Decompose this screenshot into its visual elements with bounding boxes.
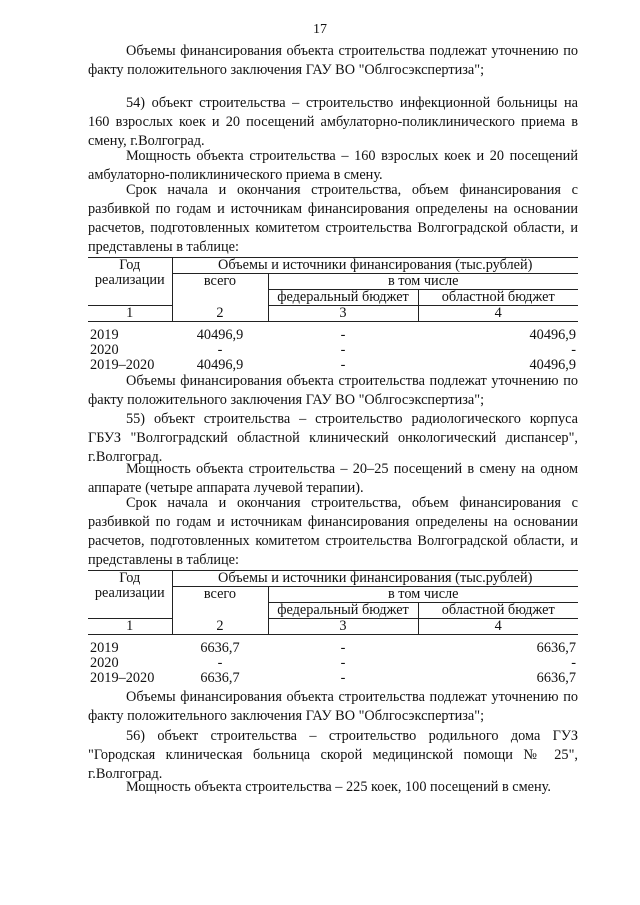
cell-regional: 6636,7 bbox=[536, 640, 576, 656]
header-total: всего bbox=[172, 587, 268, 619]
cell-federal: - bbox=[340, 655, 346, 671]
cell-federal: - bbox=[340, 327, 346, 343]
header-volumes: Объемы и источники финансирования (тыс.рублей) bbox=[172, 258, 578, 274]
paragraph-financing-note-1: Объемы финансирования объекта строительства подлежат уточнению по факту положительного заключения ГАУ ВО "Облгосэкспертиза"; bbox=[88, 43, 578, 78]
cell-year: 2019 bbox=[90, 327, 119, 343]
paragraph-schedule-intro-2: Срок начала и окончания строительства, объем финансирования с разбивкой по годам и источникам финансирования определены на основании расчетов, подготовленных комитетом строительства Волгоградской области, и представлены в таблице: bbox=[88, 495, 578, 568]
cell-year: 2019–2020 bbox=[90, 670, 155, 686]
header-federal: федеральный бюджет bbox=[268, 290, 418, 306]
page-number: 17 bbox=[313, 22, 327, 37]
paragraph-financing-note-3: Объемы финансирования объекта строительства подлежат уточнению по факту положительного заключения ГАУ ВО "Облгосэкспертиза"; bbox=[88, 689, 578, 724]
cell-total: - bbox=[217, 655, 223, 671]
paragraph-schedule-intro-1: Срок начала и окончания строительства, объем финансирования с разбивкой по годам и источникам финансирования определены на основании расчетов, подготовленных комитетом строительства Волгоградской области, и представлены в таблице: bbox=[88, 182, 578, 255]
financing-table-2 bbox=[88, 570, 578, 686]
col-number: 4 bbox=[418, 619, 578, 635]
cell-regional: 6636,7 bbox=[536, 670, 576, 686]
cell-regional: 40496,9 bbox=[529, 327, 576, 343]
cell-year: 2019–2020 bbox=[90, 357, 155, 373]
header-regional: областной бюджет bbox=[418, 290, 578, 306]
cell-federal: - bbox=[340, 640, 346, 656]
cell-year: 2020 bbox=[90, 655, 119, 671]
col-number: 2 bbox=[172, 306, 268, 322]
col-number: 3 bbox=[268, 306, 418, 322]
table-row bbox=[88, 343, 578, 358]
paragraph-object-55: 55) объект строительства – строительство радиологического корпуса ГБУЗ "Волгоградский областной клинический онкологический диспансер", г.Волгоград. bbox=[88, 411, 578, 465]
table-row bbox=[88, 328, 578, 343]
table-row bbox=[88, 358, 578, 373]
col-number: 4 bbox=[418, 306, 578, 322]
header-year: Год реализации bbox=[88, 258, 172, 306]
header-volumes: Объемы и источники финансирования (тыс.рублей) bbox=[172, 571, 578, 587]
paragraph-capacity-54: Мощность объекта строительства – 160 взрослых коек и 20 посещений амбулаторно-поликлинического приема в смену. bbox=[88, 148, 578, 183]
col-number: 2 bbox=[172, 619, 268, 635]
table-row bbox=[88, 656, 578, 671]
col-number: 3 bbox=[268, 619, 418, 635]
cell-regional: 40496,9 bbox=[529, 357, 576, 373]
paragraph-capacity-56: Мощность объекта строительства – 225 коек, 100 посещений в смену. bbox=[126, 779, 551, 795]
cell-total: 40496,9 bbox=[196, 357, 244, 373]
cell-total: 6636,7 bbox=[200, 640, 240, 656]
paragraph-object-56: 56) объект строительства – строительство родильного дома ГУЗ "Городская клиническая больница скорой медицинской помощи № 25", г.Волгоград. bbox=[88, 728, 578, 782]
col-number: 1 bbox=[88, 619, 172, 635]
cell-total: 6636,7 bbox=[200, 670, 240, 686]
cell-federal: - bbox=[340, 357, 346, 373]
cell-regional: - bbox=[571, 342, 576, 358]
cell-regional: - bbox=[571, 655, 576, 671]
header-federal: федеральный бюджет bbox=[268, 603, 418, 619]
header-total: всего bbox=[172, 274, 268, 306]
paragraph-capacity-55: Мощность объекта строительства – 20–25 посещений в смену на одном аппарате (четыре аппарата лучевой терапии). bbox=[88, 461, 578, 496]
cell-total: 40496,9 bbox=[196, 327, 244, 343]
header-regional: областной бюджет bbox=[418, 603, 578, 619]
cell-year: 2019 bbox=[90, 640, 119, 656]
table-row bbox=[88, 671, 578, 686]
header-including: в том числе bbox=[268, 274, 578, 290]
header-including: в том числе bbox=[268, 587, 578, 603]
header-year: Год реализации bbox=[88, 571, 172, 619]
paragraph-financing-note-2: Объемы финансирования объекта строительства подлежат уточнению по факту положительного заключения ГАУ ВО "Облгосэкспертиза"; bbox=[88, 373, 578, 408]
col-number: 1 bbox=[88, 306, 172, 322]
cell-total: - bbox=[217, 342, 223, 358]
paragraph-object-54: 54) объект строительства – строительство инфекционной больницы на 160 взрослых коек и 20 посещений амбулаторно-поликлинического приема в смену, г.Волгоград. bbox=[88, 95, 578, 149]
cell-federal: - bbox=[340, 670, 346, 686]
financing-table-1 bbox=[88, 257, 578, 373]
cell-year: 2020 bbox=[90, 342, 119, 358]
table-row bbox=[88, 641, 578, 656]
cell-federal: - bbox=[340, 342, 346, 358]
